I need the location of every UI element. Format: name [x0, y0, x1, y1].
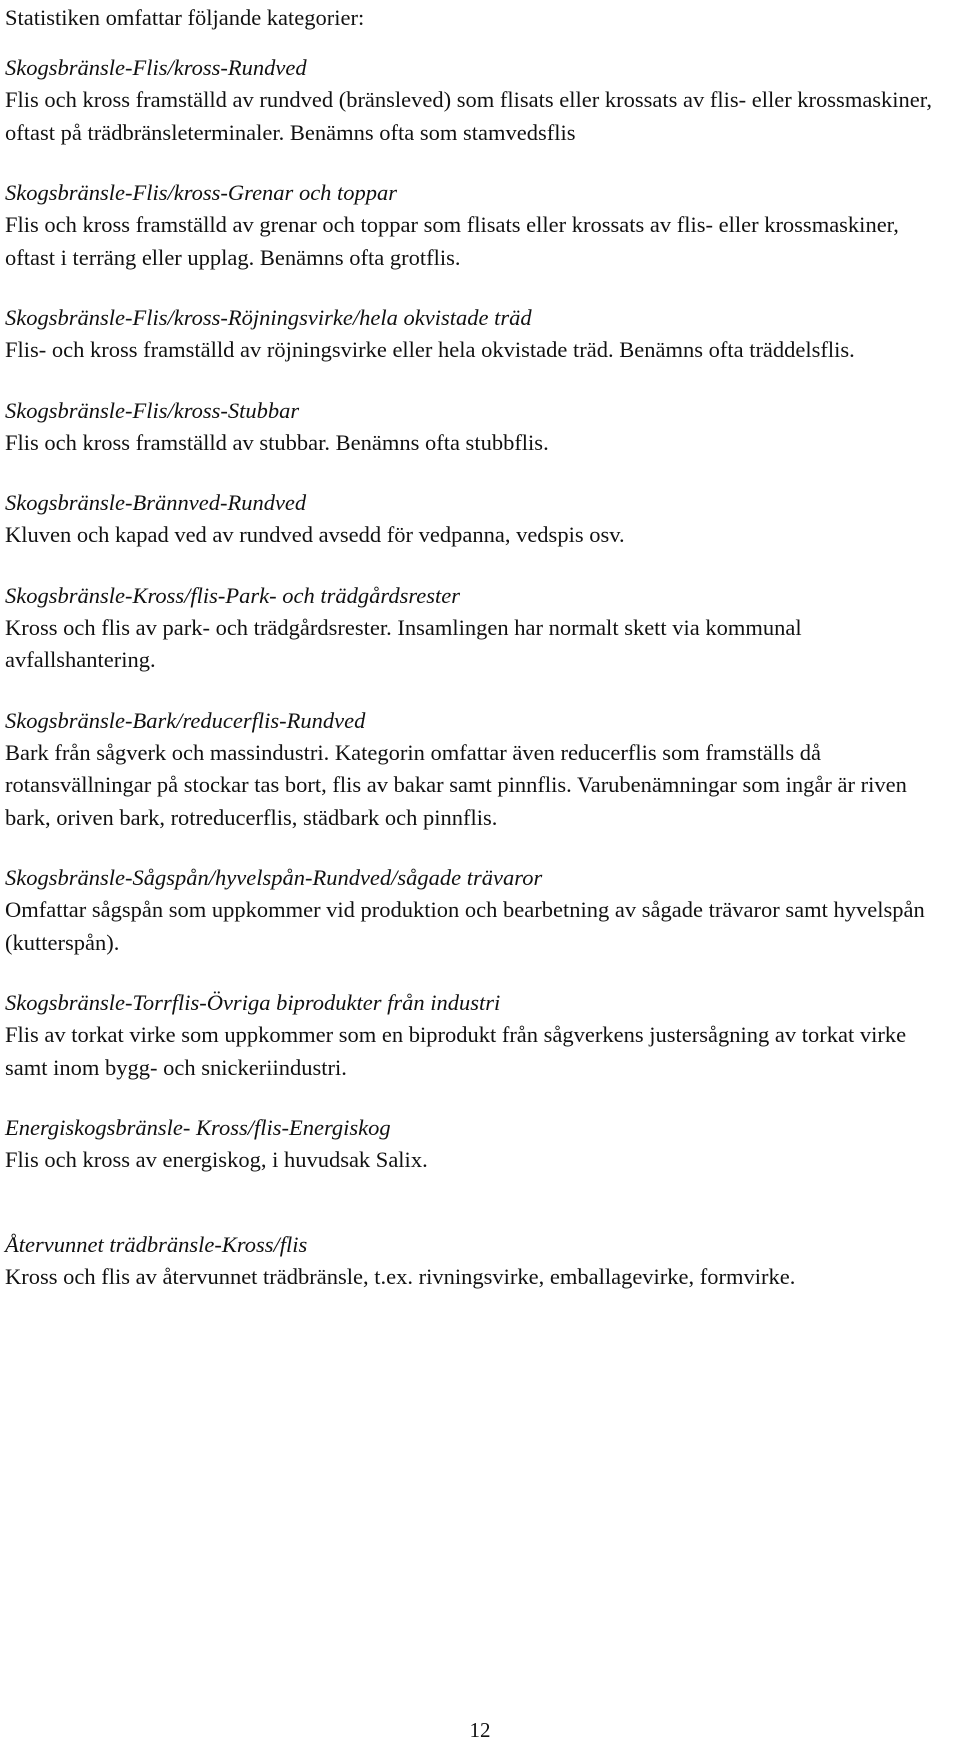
category-description: Kross och flis av återvunnet trädbränsle, t.ex. rivningsvirke, emballagevirke, formvirke. — [5, 1263, 796, 1289]
category-heading: Skogsbränsle-Flis/kross-Stubbar — [5, 397, 300, 423]
category-section — [5, 52, 945, 149]
category-section — [5, 987, 945, 1084]
category-section — [5, 580, 945, 677]
category-description: Omfattar sågspån som uppkommer vid produktion och bearbetning av sågade trävaror samt hyvelspån (kutterspån). — [5, 897, 925, 955]
category-heading: Skogsbränsle-Kross/flis-Park- och trädgårdsrester — [5, 582, 460, 608]
intro-text: Statistiken omfattar följande kategorier: — [5, 5, 365, 30]
category-section — [5, 302, 945, 367]
category-heading: Skogsbränsle-Brännved-Rundved — [5, 490, 307, 515]
category-description: Flis och kross av energiskog, i huvudsak Salix. — [5, 1147, 428, 1172]
category-heading: Återvunnet trädbränsle-Kross/flis — [5, 1231, 308, 1257]
category-heading: Skogsbränsle-Flis/kross-Rundved — [5, 55, 307, 80]
category-description: Flis och kross framställd av rundved (bränsleved) som flisats eller krossats av flis- eller krossmaskiner, oftast på trädbränsleterminaler. Benämns ofta som stamvedsflis — [5, 87, 933, 145]
category-section — [5, 1112, 945, 1177]
category-section — [5, 1229, 945, 1294]
category-description: Flis av torkat virke som uppkommer som en biprodukt från sågverkens justersågning av torkat virke samt inom bygg- och snickeriindustri. — [5, 1022, 907, 1080]
category-description: Flis och kross framställd av grenar och toppar som flisats eller krossats av flis- eller krossmaskiner, oftast i terräng eller upplag. Benämns ofta grotflis. — [5, 212, 899, 270]
category-heading: Energiskogsbränsle- Kross/flis-Energiskog — [5, 1115, 391, 1140]
category-description: Flis- och kross framställd av röjningsvirke eller hela okvistade träd. Benämns ofta träddelsflis. — [5, 337, 855, 362]
category-section — [5, 862, 945, 959]
category-description: Flis och kross framställd av stubbar. Benämns ofta stubbflis. — [5, 429, 549, 455]
document-page — [5, 2, 945, 1321]
category-section — [5, 705, 945, 835]
category-section — [5, 395, 945, 460]
category-section — [5, 177, 945, 274]
category-description: Kross och flis av park- och trädgårdsrester. Insamlingen har normalt skett via kommunal avfallshantering. — [5, 614, 802, 672]
category-heading: Skogsbränsle-Sågspån/hyvelspån-Rundved/sågade trävaror — [5, 865, 543, 890]
category-heading: Skogsbränsle-Flis/kross-Röjningsvirke/hela okvistade träd — [5, 305, 532, 330]
page-number: 12 — [469, 1718, 491, 1742]
category-description: Bark från sågverk och massindustri. Kategorin omfattar även reducerflis som framställs då rotansvällningar på stockar tas bort, flis av bakar samt pinnflis. Varubenämningar som ingår är riven bark, oriven bark, rotreducerflis, städbark och pinnflis. — [5, 739, 907, 830]
category-heading: Skogsbränsle-Flis/kross-Grenar och toppar — [5, 180, 398, 205]
category-description: Kluven och kapad ved av rundved avsedd för vedpanna, vedspis osv. — [5, 522, 625, 547]
category-heading: Skogsbränsle-Torrflis-Övriga biprodukter från industri — [5, 990, 501, 1015]
category-heading: Skogsbränsle-Bark/reducerflis-Rundved — [5, 707, 366, 733]
category-section — [5, 487, 945, 552]
